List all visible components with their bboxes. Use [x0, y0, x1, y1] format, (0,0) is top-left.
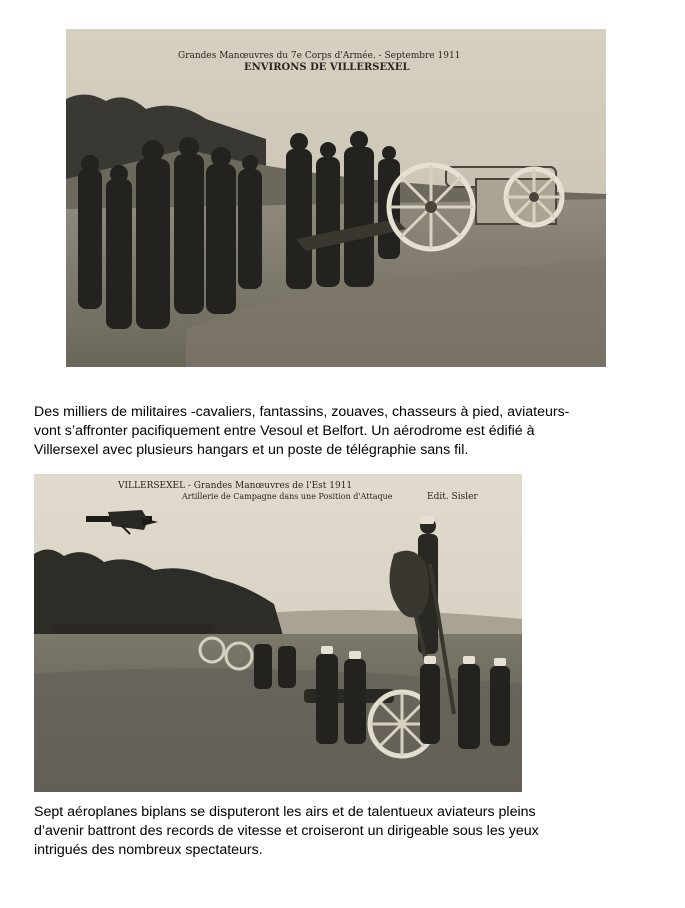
- photo-illustration: [66, 29, 606, 367]
- paragraph-aeroplanes: [34, 803, 654, 860]
- paragraph-line: vont s’affronter pacifiquement entre Vesoul et Belfort. Un aérodrome est édifié à: [34, 423, 535, 439]
- postcard-photo-artillery-soldiers: [66, 29, 606, 367]
- photo-illustration: [34, 474, 522, 792]
- photo-caption-location: ENVIRONS DE VILLERSEXEL: [244, 62, 410, 73]
- paragraph-line: Des milliers de militaires -cavaliers, fantassins, zouaves, chasseurs à pied, aviateurs-: [34, 404, 570, 420]
- paragraph-manoeuvres: [34, 403, 654, 460]
- postcard-photo-field-artillery: [34, 474, 522, 792]
- paragraph-line: Villersexel avec plusieurs hangars et un poste de télégraphie sans fil.: [34, 442, 469, 458]
- photo-caption-publisher: Edit. Sisler: [427, 492, 478, 502]
- photo-caption-subtitle: Artillerie de Campagne dans une Position d'Attaque: [182, 492, 393, 501]
- photo-caption-title: VILLERSEXEL - Grandes Manœuvres de l'Est 1911: [118, 481, 353, 491]
- paragraph-line: intrigués des nombreux spectateurs.: [34, 842, 263, 858]
- paragraph-line: Sept aéroplanes biplans se disputeront les airs et de talentueux aviateurs pleins: [34, 804, 536, 820]
- paragraph-line: d’avenir battront des records de vitesse et croiseront un dirigeable sous les yeux: [34, 823, 539, 839]
- photo-caption-title: Grandes Manœuvres du 7e Corps d'Armée. - Septembre 1911: [178, 51, 461, 61]
